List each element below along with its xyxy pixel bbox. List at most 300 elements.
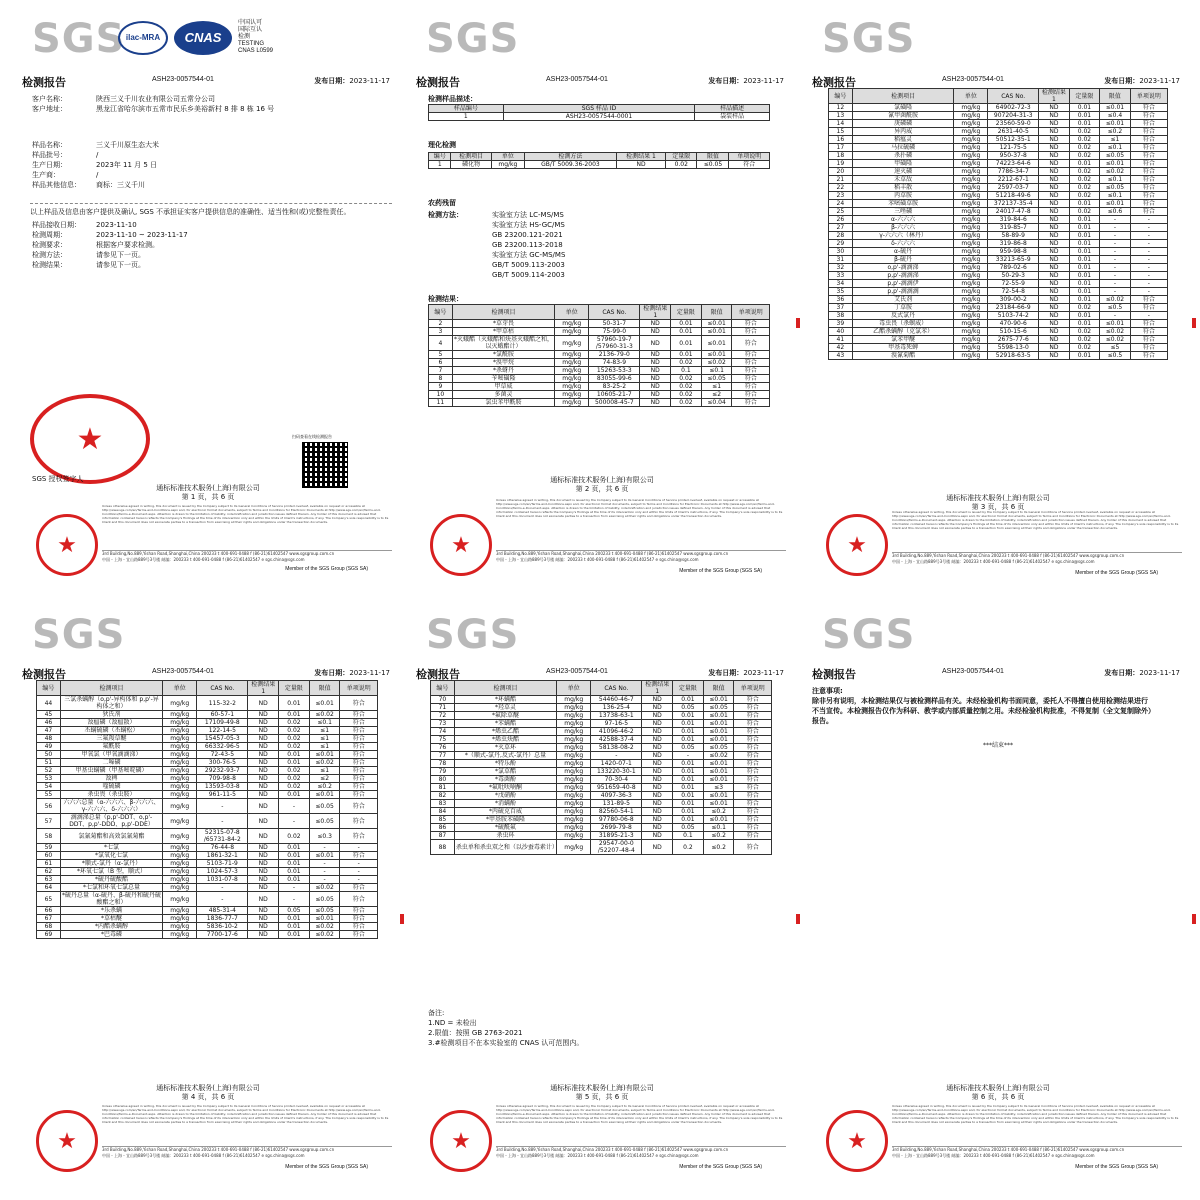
table-cell: 符合 <box>340 931 378 939</box>
table-row <box>829 296 1168 304</box>
method-item: 实验室方法 LC-MS/MS <box>492 211 564 219</box>
table-cell: 10 <box>429 391 453 399</box>
table-cell: ND <box>642 816 673 824</box>
page-footer <box>412 476 792 494</box>
table-cell: ND <box>1039 104 1070 112</box>
table-cell: ND <box>1039 240 1070 248</box>
page-number: 第 5 页，共 6 页 <box>575 1093 629 1101</box>
table-cell: 115-32-2 <box>197 696 248 711</box>
table-cell: δ-六六六 <box>852 240 954 248</box>
col-header: 编号 <box>37 681 61 696</box>
table-cell: *硫酰氟 <box>454 824 556 832</box>
table-row <box>829 352 1168 360</box>
info-row <box>32 240 188 250</box>
report-number: ASH23-0057544-01 <box>152 668 214 675</box>
table-cell: ND <box>640 320 671 328</box>
cnas-line: CNAS L0599 <box>238 48 274 54</box>
table-cell: mg/kg <box>555 351 589 359</box>
notice-block <box>812 686 1152 726</box>
table-cell: 0.02 <box>671 359 702 367</box>
table-cell: 符合 <box>1130 192 1167 200</box>
table-cell: ND <box>640 391 671 399</box>
table-cell: ≤0.02 <box>1100 296 1131 304</box>
official-seal: ★ <box>30 394 150 484</box>
table-cell: 13 <box>829 112 853 120</box>
table-cell: ≤0.02 <box>309 923 340 931</box>
table-cell: ND <box>248 743 279 751</box>
table-cell: 符合 <box>732 383 770 391</box>
table-cell: 符合 <box>1130 328 1167 336</box>
table-row <box>37 711 378 719</box>
table-cell: 23560-59-0 <box>988 120 1039 128</box>
table-row <box>429 391 770 399</box>
table-cell: *环氧七氯（B 型，顺式） <box>60 868 162 876</box>
table-cell: 0.01 <box>671 336 702 351</box>
table-cell: 50-31-7 <box>589 320 640 328</box>
col-header: 编号 <box>429 153 451 161</box>
table-cell: - <box>309 860 340 868</box>
info-value: 黑龙江省哈尔滨市五常市民乐乡美裕新村 8 排 8 栋 16 号 <box>96 105 275 113</box>
table-cell: *甲基胺苯磺隆 <box>454 816 556 824</box>
table-cell: 0.01 <box>1069 256 1100 264</box>
table-cell: ≤0.02 <box>309 884 340 892</box>
table-cell: 0.01 <box>1069 224 1100 232</box>
info-value: 2023年 11 月 5 日 <box>96 161 158 169</box>
table-cell: o,p'-滴滴涕 <box>852 264 954 272</box>
col-header: 定量限 <box>279 681 310 696</box>
table-cell: 符合 <box>734 776 772 784</box>
table-cell: *内酯杀螨醇 <box>60 923 162 931</box>
table-cell: 符合 <box>734 808 772 816</box>
table-cell: *草芽畏 <box>452 320 554 328</box>
table-cell: - <box>1100 272 1131 280</box>
issue-date-value: 2023-11-17 <box>743 77 784 85</box>
table-cell: ND <box>642 784 673 792</box>
table-cell: 符合 <box>1130 320 1167 328</box>
table-cell: 符合 <box>340 735 378 743</box>
col-header: 单项说明 <box>732 305 770 320</box>
table-cell: mg/kg <box>557 800 591 808</box>
col-header: 限值 <box>1100 89 1131 104</box>
table-cell: mg/kg <box>557 808 591 816</box>
col-header: 定量限 <box>671 305 702 320</box>
table-cell: mg/kg <box>557 720 591 728</box>
table-cell: ND <box>248 852 279 860</box>
table-cell: 959-98-8 <box>988 248 1039 256</box>
table-cell: ND <box>1039 232 1070 240</box>
table-cell: mg/kg <box>557 824 591 832</box>
table-cell: α-硫丹 <box>852 248 954 256</box>
table-cell: *草枯醚 <box>60 915 162 923</box>
table-cell: 符合 <box>1130 176 1167 184</box>
table-cell: mg/kg <box>163 727 197 735</box>
table-cell: 20 <box>829 168 853 176</box>
table-cell: 72-43-5 <box>197 751 248 759</box>
table-cell: 0.02 <box>1069 192 1100 200</box>
table-cell: mg/kg <box>555 336 589 351</box>
table-cell: mg/kg <box>557 704 591 712</box>
table-row <box>429 320 770 328</box>
table-cell: ≤0.05 <box>309 892 340 907</box>
table-cell: 83 <box>431 800 455 808</box>
table-row <box>37 727 378 735</box>
table-cell: 溴氰菊酯 <box>852 352 954 360</box>
table-cell: mg/kg <box>557 712 591 720</box>
table-cell: ND <box>617 161 666 169</box>
table-cell: *七氯和环氧七氯总量 <box>60 884 162 892</box>
table-cell: 68 <box>37 923 61 931</box>
table-cell: 0.01 <box>279 915 310 923</box>
table-cell: 74223-64-6 <box>988 160 1039 168</box>
table-row <box>829 224 1168 232</box>
table-cell: 0.05 <box>673 704 704 712</box>
table-cell: 0.01 <box>279 791 310 799</box>
footer-seal: ★ <box>826 514 888 576</box>
table-cell: 57 <box>37 814 61 829</box>
table-cell: 72 <box>431 712 455 720</box>
table-cell: 72-55-9 <box>988 280 1039 288</box>
notes-title: 备注: <box>428 1009 445 1017</box>
table-cell: 甲磺隆 <box>852 160 954 168</box>
table-cell: ≤0.1 <box>1100 144 1131 152</box>
table-cell: β-硫丹 <box>852 256 954 264</box>
table-cell: 0.01 <box>673 728 704 736</box>
table-row <box>829 128 1168 136</box>
table-cell: ND <box>248 696 279 711</box>
table-cell: 0.02 <box>671 391 702 399</box>
table-cell: 907204-31-3 <box>988 112 1039 120</box>
page-number: 第 2 页，共 6 页 <box>575 485 629 493</box>
method-item: 实验室方法 GC-MS/MS <box>492 251 566 259</box>
table-cell: *灭草环 <box>454 744 556 752</box>
table-cell: ND <box>248 791 279 799</box>
table-cell: 2136-79-0 <box>589 351 640 359</box>
table-cell: 0.02 <box>671 383 702 391</box>
table-cell: - <box>197 799 248 814</box>
table-cell: mg/kg <box>163 844 197 852</box>
table-cell: 符合 <box>1130 144 1167 152</box>
table-cell: mg/kg <box>555 328 589 336</box>
table-row <box>829 344 1168 352</box>
table-cell: ≤0.02 <box>701 359 732 367</box>
table-cell: ND <box>1039 296 1070 304</box>
info-key: 客户名称： <box>32 95 67 103</box>
table-row <box>829 144 1168 152</box>
table-cell: ≤0.04 <box>701 399 732 407</box>
table-cell: 64 <box>37 884 61 892</box>
table-cell: - <box>1130 272 1167 280</box>
footer-company: 通标标准技术服务(上海)有限公司 <box>156 484 260 492</box>
col-header: 检测项目 <box>452 305 554 320</box>
table-cell: ≤0.01 <box>703 792 734 800</box>
table-cell: 符合 <box>340 791 378 799</box>
table-cell: 符合 <box>732 336 770 351</box>
table-cell: *顺式-氯丹（α-氯丹） <box>60 860 162 868</box>
table-row <box>37 696 378 711</box>
col-header: 检测结果 1 <box>642 681 673 696</box>
issue-date <box>314 76 390 86</box>
table-cell: mg/kg <box>557 816 591 824</box>
table-cell: 0.01 <box>279 696 310 711</box>
table-cell: 氰甲菌酰胺 <box>852 112 954 120</box>
seal-edge-mark <box>796 914 800 924</box>
col-header: SGS 样品 ID <box>503 105 695 113</box>
table-cell: ND <box>248 719 279 727</box>
issue-date-label: 发布日期： <box>314 77 350 85</box>
table-cell: ND <box>640 328 671 336</box>
table-row <box>431 776 772 784</box>
table-cell: 稻丰散 <box>852 184 954 192</box>
table-cell: ≤0.5 <box>1100 352 1131 360</box>
table-cell: 符合 <box>1130 136 1167 144</box>
table-cell: 0.02 <box>279 783 310 791</box>
table-cell: 74 <box>431 728 455 736</box>
table-cell: 0.01 <box>673 712 704 720</box>
table-cell: 61 <box>37 860 61 868</box>
table-cell: ≤0.01 <box>703 736 734 744</box>
table-cell: 符合 <box>340 829 378 844</box>
table-cell: 0.01 <box>279 860 310 868</box>
table-cell: 符合 <box>1130 128 1167 136</box>
table-cell: ND <box>640 367 671 375</box>
table-cell: 符合 <box>732 328 770 336</box>
method-item: GB 23200.113-2018 <box>492 241 563 249</box>
member-line: Member of the SGS Group (SGS SA) <box>1075 570 1158 576</box>
table-cell: 19 <box>829 160 853 168</box>
info-key: 检测周期： <box>32 231 67 239</box>
col-header: CAS No. <box>591 681 642 696</box>
table-cell: 22 <box>829 184 853 192</box>
info-value: 2023-11-10 ~ 2023-11-17 <box>96 231 188 239</box>
issue-date <box>1104 668 1180 678</box>
table-cell: mg/kg <box>954 216 988 224</box>
table-row <box>829 232 1168 240</box>
col-header: 单位 <box>491 153 524 161</box>
table-cell: 0.01 <box>673 736 704 744</box>
table-row <box>431 816 772 824</box>
table-cell: 符合 <box>340 852 378 860</box>
legal-text: Unless otherwise agreed in writing, this document is issued by the Company subject to its General Conditions of Service printed overleaf, available on request or accessible at http://www.sgs.com/en/Terms-and-Conditions.aspx and, for electronic format documents, subject to Terms and Conditions for Electronic Documents at http://www.sgs.com/en/Terms-and-Conditions/Terms-e-Document.aspx. Attention is drawn to the limitation of liability, indemnification and jurisdiction issues defined therein. Any holder of this document is advised that information contained hereon reflects the Company's findings at the time of its intervention only and within the limits of Client's instructions, if any. The Company's sole responsibility is to its Client and this document does not exonerate parties to a transaction from exercising all their rights and obligations under the transaction documents. <box>892 1104 1179 1124</box>
table-cell: - <box>1130 224 1167 232</box>
notes-block <box>428 1008 583 1048</box>
table-cell: ND <box>1039 328 1070 336</box>
result-table <box>828 88 1168 360</box>
table-cell: ≤0.05 <box>703 744 734 752</box>
table-cell: ≤0.01 <box>309 852 340 860</box>
table-cell: 7 <box>429 367 453 375</box>
table-cell: - <box>309 876 340 884</box>
table-cell: 13738-63-1 <box>591 712 642 720</box>
sample-desc-title: 检测样品描述： <box>428 95 477 103</box>
table-cell: ND <box>1039 352 1070 360</box>
table-cell: ND <box>248 860 279 868</box>
table-cell: 789-02-6 <box>988 264 1039 272</box>
table-cell: 反式氯丹 <box>852 312 954 320</box>
table-cell: mg/kg <box>954 256 988 264</box>
table-cell: 76-44-8 <box>197 844 248 852</box>
table-cell: 6 <box>429 359 453 367</box>
issue-date-value: 2023-11-17 <box>349 77 390 85</box>
table-cell: *羟草灵 <box>454 704 556 712</box>
table-cell: ≤0.05 <box>1100 152 1131 160</box>
table-cell: mg/kg <box>163 775 197 783</box>
table-cell: 符合 <box>1130 168 1167 176</box>
table-cell: - <box>340 868 378 876</box>
table-row <box>829 192 1168 200</box>
table-cell: 符合 <box>1130 304 1167 312</box>
table-cell: ≤0.01 <box>1100 120 1131 128</box>
table-cell: 0.02 <box>1069 304 1100 312</box>
table-cell: mg/kg <box>954 176 988 184</box>
table-cell: 符合 <box>734 736 772 744</box>
table-cell: 26 <box>829 216 853 224</box>
table-cell: 76 <box>431 744 455 752</box>
table-cell: 艾氏剂 <box>852 296 954 304</box>
table-cell: ND <box>1039 176 1070 184</box>
col-header: 限值 <box>309 681 340 696</box>
table-cell: ≤2 <box>701 391 732 399</box>
info-row <box>32 140 159 150</box>
table-cell: ND <box>248 799 279 814</box>
table-cell: ND <box>642 776 673 784</box>
table-cell: mg/kg <box>163 923 197 931</box>
table-cell: mg/kg <box>954 112 988 120</box>
table-cell: 0.01 <box>1069 248 1100 256</box>
report-title: 检测报告 <box>416 76 460 89</box>
notice-text: 除非另有说明，本检测结果仅与被检测样品有关。未经检验机构书面同意，委托人不得擅自使用检测结果进行不当宣传。本检测报告仅作为科研、教学或内部质量控制之用。未经检验机构批准，不得复制（全文复制除外）报告。 <box>812 697 1152 725</box>
table-cell: 64902-72-3 <box>988 104 1039 112</box>
table-cell: 2212-67-1 <box>988 176 1039 184</box>
table-cell: 86 <box>431 824 455 832</box>
table-cell: 67 <box>37 915 61 923</box>
table-cell: 84 <box>431 808 455 816</box>
table-cell: ND <box>1039 312 1070 320</box>
table-row <box>37 759 378 767</box>
table-cell: 氯磺隆 <box>852 104 954 112</box>
table-cell: mg/kg <box>163 791 197 799</box>
table-cell: 88 <box>431 840 455 855</box>
table-cell: - <box>197 892 248 907</box>
table-cell: ≤0.05 <box>703 704 734 712</box>
member-line: Member of the SGS Group (SGS SA) <box>285 566 368 572</box>
table-cell: ≤0.01 <box>703 760 734 768</box>
table-cell: 0.01 <box>671 351 702 359</box>
table-row <box>37 868 378 876</box>
col-header: 限值 <box>703 681 734 696</box>
table-cell: 4097-36-3 <box>591 792 642 800</box>
table-cell: ≤0.2 <box>1100 128 1131 136</box>
table-cell: mg/kg <box>954 272 988 280</box>
table-cell: 符合 <box>340 727 378 735</box>
report-number: ASH23-0057544-01 <box>942 668 1004 675</box>
table-cell: ND <box>248 767 279 775</box>
table-cell: 符合 <box>734 800 772 808</box>
table-row <box>829 136 1168 144</box>
sample-table <box>428 104 770 121</box>
table-cell: 符合 <box>1130 184 1167 192</box>
table-cell: ≤0.01 <box>309 751 340 759</box>
page-footer <box>412 1084 792 1102</box>
col-header: 编号 <box>429 305 453 320</box>
table-cell: mg/kg <box>163 759 197 767</box>
table-row <box>829 320 1168 328</box>
seal-edge-mark <box>400 914 404 924</box>
table-cell: 0.02 <box>279 727 310 735</box>
table-cell: ≤0.01 <box>701 351 732 359</box>
table-cell: ND <box>248 711 279 719</box>
issue-date <box>1104 76 1180 86</box>
table-cell: mg/kg <box>557 752 591 760</box>
table-cell: 0.01 <box>1069 160 1100 168</box>
report-number: ASH23-0057544-01 <box>546 668 608 675</box>
table-cell: 甲氧氯（甲氧滴滴涕） <box>60 751 162 759</box>
table-row <box>37 751 378 759</box>
table-cell: 甲基毒死蜱 <box>852 344 954 352</box>
table-row <box>431 744 772 752</box>
table-cell: 29547-00-0 /52207-48-4 <box>591 840 642 855</box>
table-cell: 0.02 <box>1069 152 1100 160</box>
table-cell: 42588-37-4 <box>591 736 642 744</box>
table-cell: ≤0.01 <box>703 816 734 824</box>
table-cell: mg/kg <box>491 161 524 169</box>
table-cell: ND <box>1039 344 1070 352</box>
table-cell: 52918-63-5 <box>988 352 1039 360</box>
table-cell: ND <box>1039 304 1070 312</box>
table-row <box>431 760 772 768</box>
table-cell: 54 <box>37 783 61 791</box>
table-cell: ND <box>642 744 673 752</box>
table-cell: ND <box>248 751 279 759</box>
cnas-line: 中国认可 <box>238 20 263 26</box>
table-cell: 23 <box>829 192 853 200</box>
table-cell: 470-90-6 <box>988 320 1039 328</box>
table-cell: ≤1 <box>309 767 340 775</box>
footer-seal: ★ <box>430 1110 492 1172</box>
table-cell: ND <box>1039 152 1070 160</box>
table-cell: ND <box>1039 320 1070 328</box>
table-cell: 319-84-6 <box>988 216 1039 224</box>
table-row <box>37 884 378 892</box>
table-cell: ND <box>248 844 279 852</box>
col-header: 定量限 <box>666 153 697 161</box>
table-cell: 0.02 <box>666 161 697 169</box>
issue-date-label: 发布日期： <box>1104 669 1140 677</box>
table-cell: 丙草胺 <box>852 192 954 200</box>
table-row <box>829 240 1168 248</box>
table-cell: - <box>309 844 340 852</box>
table-cell: 氯虫苯甲酰胺 <box>452 399 554 407</box>
table-cell: 63 <box>37 876 61 884</box>
qr-code[interactable] <box>302 442 348 488</box>
table-cell: ≤0.01 <box>309 915 340 923</box>
table-cell: 三氯杀螨醇（o,p'-异构体和 p,p'-异构体之和） <box>60 696 162 711</box>
col-header: 检测结果 1 <box>248 681 279 696</box>
table-cell: - <box>1130 312 1167 320</box>
table-cell: 52315-07-8 /65731-84-2 <box>197 829 248 844</box>
info-value: / <box>96 151 99 159</box>
table-cell: 5103-71-9 <box>197 860 248 868</box>
col-header: 单位 <box>954 89 988 104</box>
table-cell: ND <box>642 720 673 728</box>
legal-text: Unless otherwise agreed in writing, this document is issued by the Company subject to its General Conditions of Service printed overleaf, available on request or accessible at http://www.sgs.com/en/Terms-and-Conditions.aspx and, for electronic format documents, subject to Terms and Conditions for Electronic Documents at http://www.sgs.com/en/Terms-and-Conditions/Terms-e-Document.aspx. Attention is drawn to the limitation of liability, indemnification and jurisdiction issues defined therein. Any holder of this document is advised that information contained hereon reflects the Company's findings at the time of its intervention only and within the limits of Client's instructions, if any. The Company's sole responsibility is to its Client and this document does not exonerate parties to a transaction from exercising all their rights and obligations under the transaction documents. <box>496 1104 783 1124</box>
table-cell: ≤5 <box>1100 344 1131 352</box>
table-cell: 27 <box>829 224 853 232</box>
report-number: ASH23-0057544-01 <box>546 76 608 83</box>
table-cell: 0.01 <box>279 844 310 852</box>
table-cell: ND <box>1039 144 1070 152</box>
table-cell: 33213-65-9 <box>988 256 1039 264</box>
table-cell: 二嗪磷 <box>60 759 162 767</box>
